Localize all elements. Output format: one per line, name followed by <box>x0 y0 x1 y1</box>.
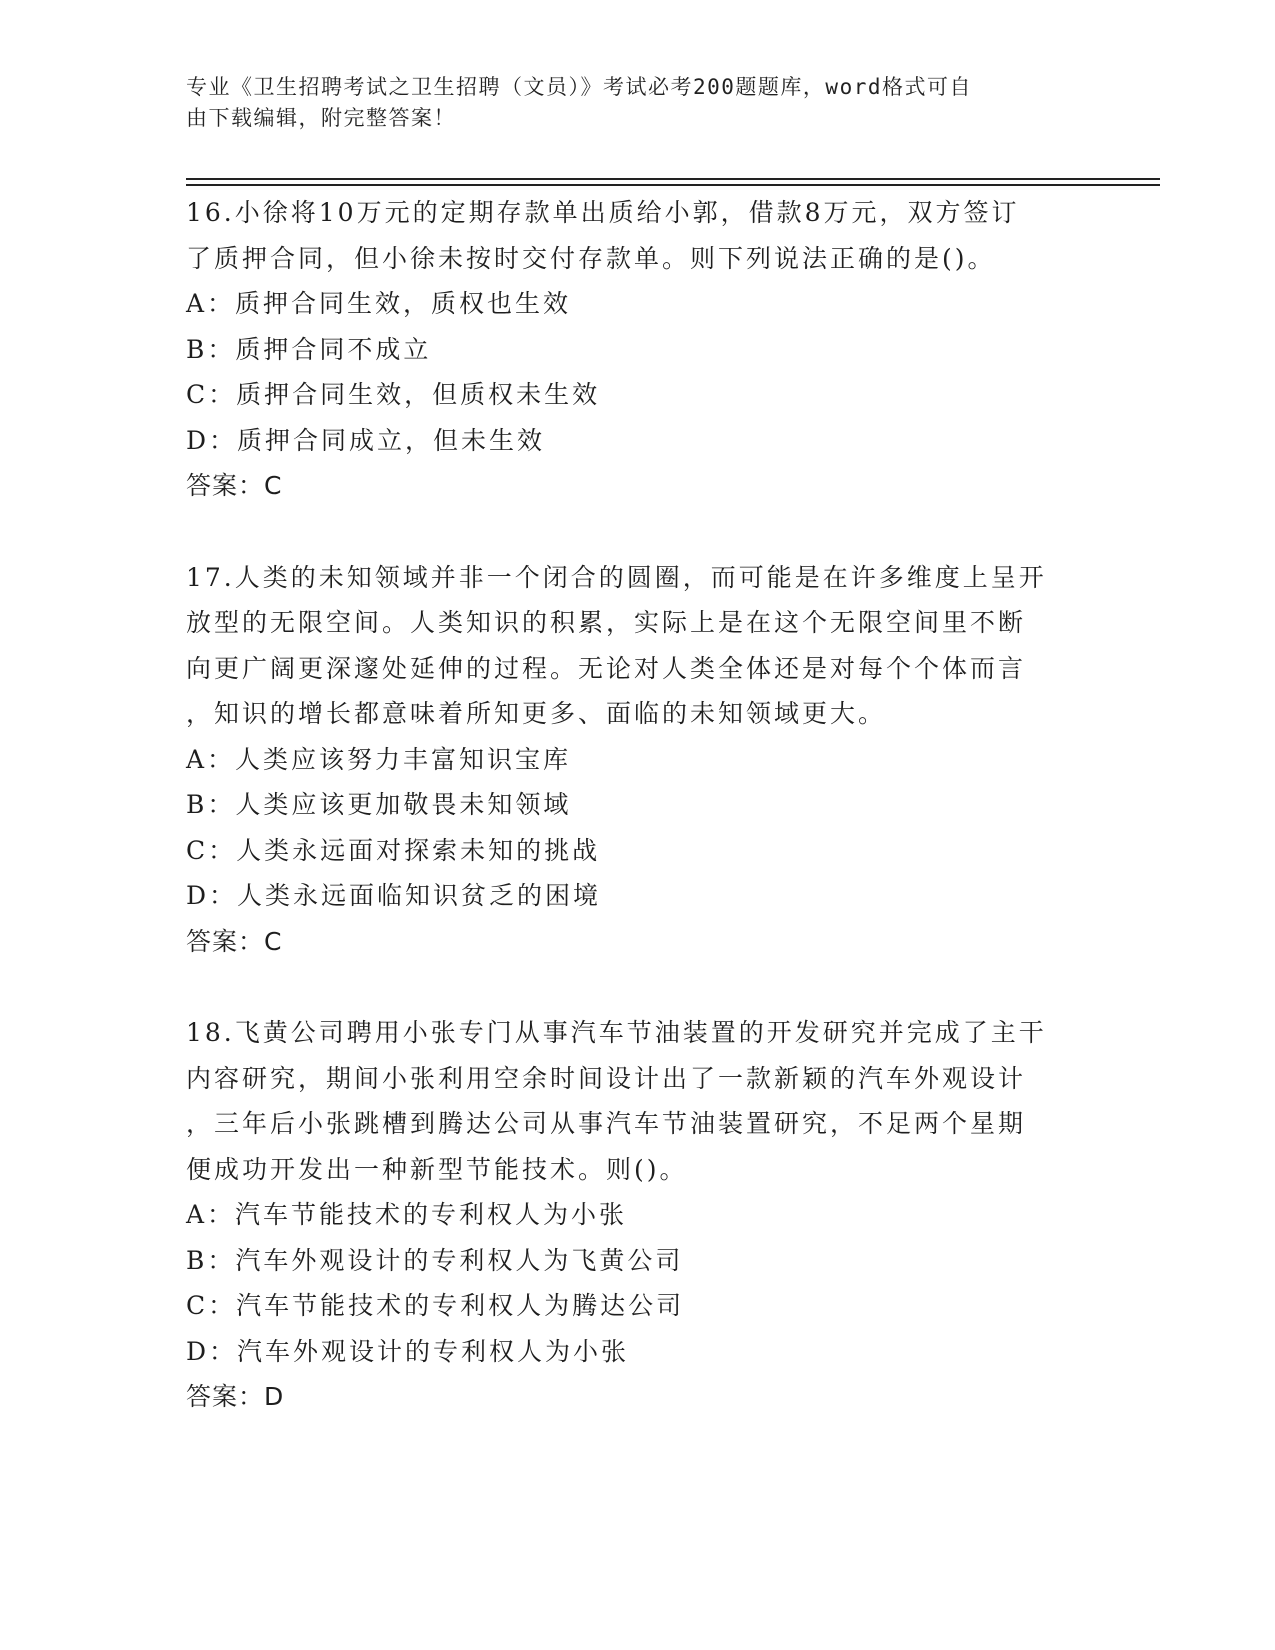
answer-label: 答案：C <box>186 471 283 500</box>
document-header <box>186 72 1066 134</box>
option-b: B：人类应该更加敬畏未知领域 <box>186 790 572 819</box>
option-b: B：汽车外观设计的专利权人为飞黄公司 <box>186 1245 684 1275</box>
option-b: B：质押合同不成立 <box>186 334 432 364</box>
option-a: A：汽车节能技术的专利权人为小张 <box>186 1200 628 1229</box>
question-line: 向更广阔更深邃处延伸的过程。无论对人类全体还是对每个个体而言 <box>186 653 1027 683</box>
question-line: 了质押合同，但小徐未按时交付存款单。则下列说法正确的是()。 <box>186 243 996 273</box>
option-a: A：人类应该努力丰富知识宝库 <box>186 744 572 774</box>
answer-label: 答案：C <box>186 926 283 956</box>
question-17 <box>186 555 1086 965</box>
question-list <box>186 190 1086 1420</box>
question-spacer <box>186 964 1086 1010</box>
header-divider-bottom <box>186 184 1160 186</box>
question-text <box>186 190 1086 281</box>
option-c: C：人类永远面对探索未知的挑战 <box>186 835 601 865</box>
question-line: 放型的无限空间。人类知识的积累，实际上是在这个无限空间里不断 <box>186 608 1027 637</box>
question-line: 17.人类的未知领域并非一个闭合的圆圈，而可能是在许多维度上呈开 <box>186 562 1047 592</box>
answer-label: 答案：D <box>186 1382 285 1411</box>
header-line-2: 由下载编辑，附完整答案！ <box>186 106 456 130</box>
question-18 <box>186 1010 1086 1420</box>
question-line: ，三年后小张跳槽到腾达公司从事汽车节油装置研究，不足两个星期 <box>186 1109 1027 1138</box>
question-line: 便成功开发出一种新型节能技术。则()。 <box>186 1154 688 1184</box>
question-16 <box>186 190 1086 509</box>
option-d: D：质押合同成立，但未生效 <box>186 425 546 455</box>
question-spacer <box>186 509 1086 555</box>
question-line: ，知识的增长都意味着所知更多、面临的未知领域更大。 <box>186 699 887 728</box>
question-line: 内容研究，期间小张利用空余时间设计出了一款新颖的汽车外观设计 <box>186 1063 1027 1093</box>
question-line: 16.小徐将10万元的定期存款单出质给小郭，借款8万元，双方签订 <box>186 198 1020 227</box>
question-text <box>186 1010 1086 1192</box>
option-a: A：质押合同生效，质权也生效 <box>186 289 572 318</box>
option-d: D：汽车外观设计的专利权人为小张 <box>186 1336 630 1366</box>
option-c: C：汽车节能技术的专利权人为腾达公司 <box>186 1291 685 1320</box>
question-line: 18.飞黄公司聘用小张专门从事汽车节油装置的开发研究并完成了主干 <box>186 1018 1047 1047</box>
question-text <box>186 555 1086 737</box>
option-c: C：质押合同生效，但质权未生效 <box>186 380 601 409</box>
header-divider-top <box>186 178 1160 180</box>
option-d: D：人类永远面临知识贫乏的困境 <box>186 881 602 910</box>
header-line-1: 专业《卫生招聘考试之卫生招聘（文员）》考试必考200题题库，word格式可自 <box>186 75 972 99</box>
